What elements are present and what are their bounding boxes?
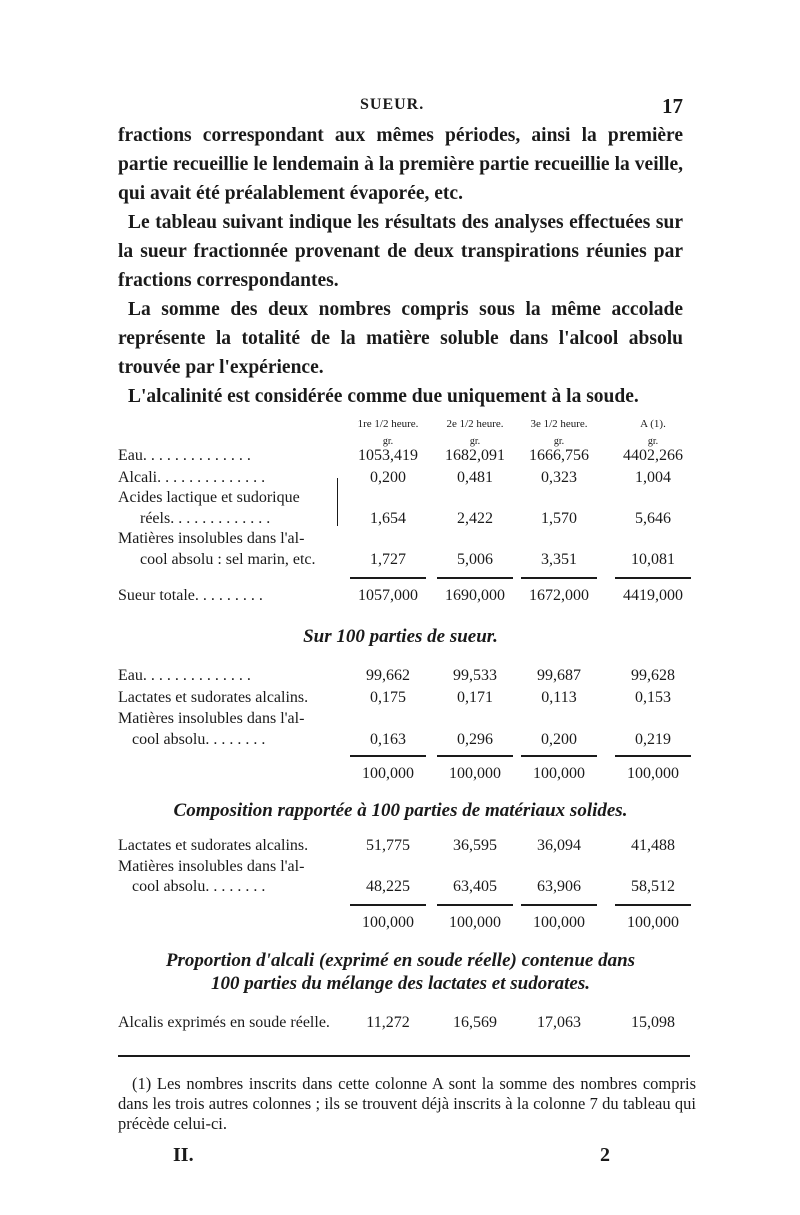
running-title: SUEUR.: [360, 96, 425, 113]
cell: 5,006: [457, 551, 493, 568]
row-label: cool absolu : sel marin, etc.: [140, 551, 316, 568]
section-title: Sur 100 parties de sueur.: [303, 626, 498, 647]
row-label: Eau. . . . . . . . . . . . . .: [118, 447, 251, 464]
body-text: [118, 121, 683, 411]
cell: 1666,756: [529, 447, 589, 464]
cell: 0,296: [457, 731, 493, 748]
cell: 58,512: [631, 878, 675, 895]
cell: 17,063: [537, 1014, 581, 1031]
paragraph: La somme des deux nombres compris sous la même accolade représente la totalité de la matière soluble dans l'alcool absolu trouvée par l'expérience.: [118, 299, 683, 378]
row-label: Alcali. . . . . . . . . . . . . .: [118, 469, 266, 486]
sum-rule: [615, 577, 691, 579]
cell: 100,000: [362, 765, 414, 782]
row-label: Alcalis exprimés en soude réelle.: [118, 1014, 330, 1031]
cell: 0,219: [635, 731, 671, 748]
sum-rule: [521, 755, 597, 757]
column-header: A (1).: [640, 418, 666, 430]
cell: 4402,266: [623, 447, 683, 464]
cell: 5,646: [635, 510, 671, 527]
cell: 0,323: [541, 469, 577, 486]
cell: 15,098: [631, 1014, 675, 1031]
cell: 1682,091: [445, 447, 505, 464]
unit-label: gr.: [553, 436, 565, 447]
cell: 0,113: [541, 689, 577, 706]
cell: 100,000: [627, 914, 679, 931]
unit-label: gr.: [469, 436, 481, 447]
unit-label: gr.: [647, 436, 659, 447]
cell: 99,628: [631, 667, 675, 684]
row-label: Eau. . . . . . . . . . . . . .: [118, 667, 251, 684]
cell: 63,405: [453, 878, 497, 895]
row-label: Matières insolubles dans l'al-: [118, 710, 305, 727]
cell: 16,569: [453, 1014, 497, 1031]
cell: 1,654: [370, 510, 406, 527]
cell: 3,351: [541, 551, 577, 568]
section-title: Proportion d'alcali (exprimé en soude réelle) contenue dans: [165, 950, 636, 971]
sum-rule: [350, 755, 426, 757]
footnote-divider: [118, 1055, 690, 1057]
section-subtitle: 100 parties du mélange des lactates et sudorates.: [211, 973, 590, 994]
paragraph: L'alcalinité est considérée comme due uniquement à la soude.: [128, 386, 639, 407]
cell: 100,000: [533, 765, 585, 782]
footnote-text: (1) Les nombres inscrits dans cette colonne A sont la somme des nombres compris dans les trois autres colonnes ; ils se trouvent déjà inscrits à la colonne 7 du tableau qui précède celui-ci.: [118, 1074, 696, 1133]
sum-rule: [437, 755, 513, 757]
cell: 1672,000: [529, 587, 589, 604]
paragraph: fractions correspondant aux mêmes périodes, ainsi la première partie recueillie le lendemain à la première partie recueillie la veille, qui avait été préalablement évaporée, etc.: [118, 125, 683, 204]
cell: 48,225: [366, 878, 410, 895]
sum-rule: [350, 577, 426, 579]
sum-rule: [437, 577, 513, 579]
cell: 1690,000: [445, 587, 505, 604]
column-header: 3e 1/2 heure.: [530, 418, 588, 430]
sum-rule: [521, 904, 597, 906]
sum-rule: [350, 904, 426, 906]
cell: 100,000: [449, 914, 501, 931]
cell: 0,200: [370, 469, 406, 486]
cell: 99,662: [366, 667, 410, 684]
cell: 36,094: [537, 837, 581, 854]
cell: 51,775: [366, 837, 410, 854]
sum-rule: [521, 577, 597, 579]
unit-label: gr.: [382, 436, 394, 447]
column-header: 2e 1/2 heure.: [446, 418, 504, 430]
column-header: 1re 1/2 heure.: [357, 418, 419, 430]
row-label: Acides lactique et sudorique: [118, 489, 300, 506]
sum-rule: [615, 755, 691, 757]
cell: 1,004: [635, 469, 671, 486]
row-label: réels. . . . . . . . . . . . .: [140, 510, 271, 527]
cell: 0,175: [370, 689, 406, 706]
cell: 100,000: [533, 914, 585, 931]
running-header: [118, 94, 683, 118]
cell: 100,000: [362, 914, 414, 931]
cell: 0,481: [457, 469, 493, 486]
cell: 100,000: [449, 765, 501, 782]
cell: 10,081: [631, 551, 675, 568]
cell: 1053,419: [358, 447, 418, 464]
cell: 99,687: [537, 667, 581, 684]
sum-rule: [437, 904, 513, 906]
row-label: Matières insolubles dans l'al-: [118, 858, 305, 875]
cell: 99,533: [453, 667, 497, 684]
cell: 41,488: [631, 837, 675, 854]
section-title: Composition rapportée à 100 parties de matériaux solides.: [173, 800, 628, 821]
cell: 0,200: [541, 731, 577, 748]
cell: 11,272: [366, 1014, 410, 1031]
row-label: Lactates et sudorates alcalins.: [118, 837, 309, 854]
cell: 63,906: [537, 878, 581, 895]
cell: 4419,000: [623, 587, 683, 604]
sum-rule: [615, 904, 691, 906]
cell: 0,171: [457, 689, 493, 706]
paragraph: Le tableau suivant indique les résultats des analyses effectuées sur la sueur fractionnée provenant de deux transpirations réunies par fractions correspondantes.: [118, 212, 683, 291]
cell: 1057,000: [358, 587, 418, 604]
row-label: Matières insolubles dans l'al-: [118, 530, 305, 547]
signature-mark: II.: [173, 1144, 194, 1166]
cell: 2,422: [457, 510, 493, 527]
cell: 0,163: [370, 731, 406, 748]
row-label: Sueur totale. . . . . . . . .: [118, 587, 263, 604]
row-label: cool absolu. . . . . . . .: [132, 731, 266, 748]
footnote: [118, 1074, 696, 1134]
page-number: 17: [662, 94, 683, 118]
brace: [337, 478, 346, 526]
cell: 1,570: [541, 510, 577, 527]
cell: 100,000: [627, 765, 679, 782]
cell: 0,153: [635, 689, 671, 706]
signature-number: 2: [600, 1144, 610, 1166]
cell: 36,595: [453, 837, 497, 854]
row-label: Lactates et sudorates alcalins.: [118, 689, 309, 706]
row-label: cool absolu. . . . . . . .: [132, 878, 266, 895]
cell: 1,727: [370, 551, 406, 568]
